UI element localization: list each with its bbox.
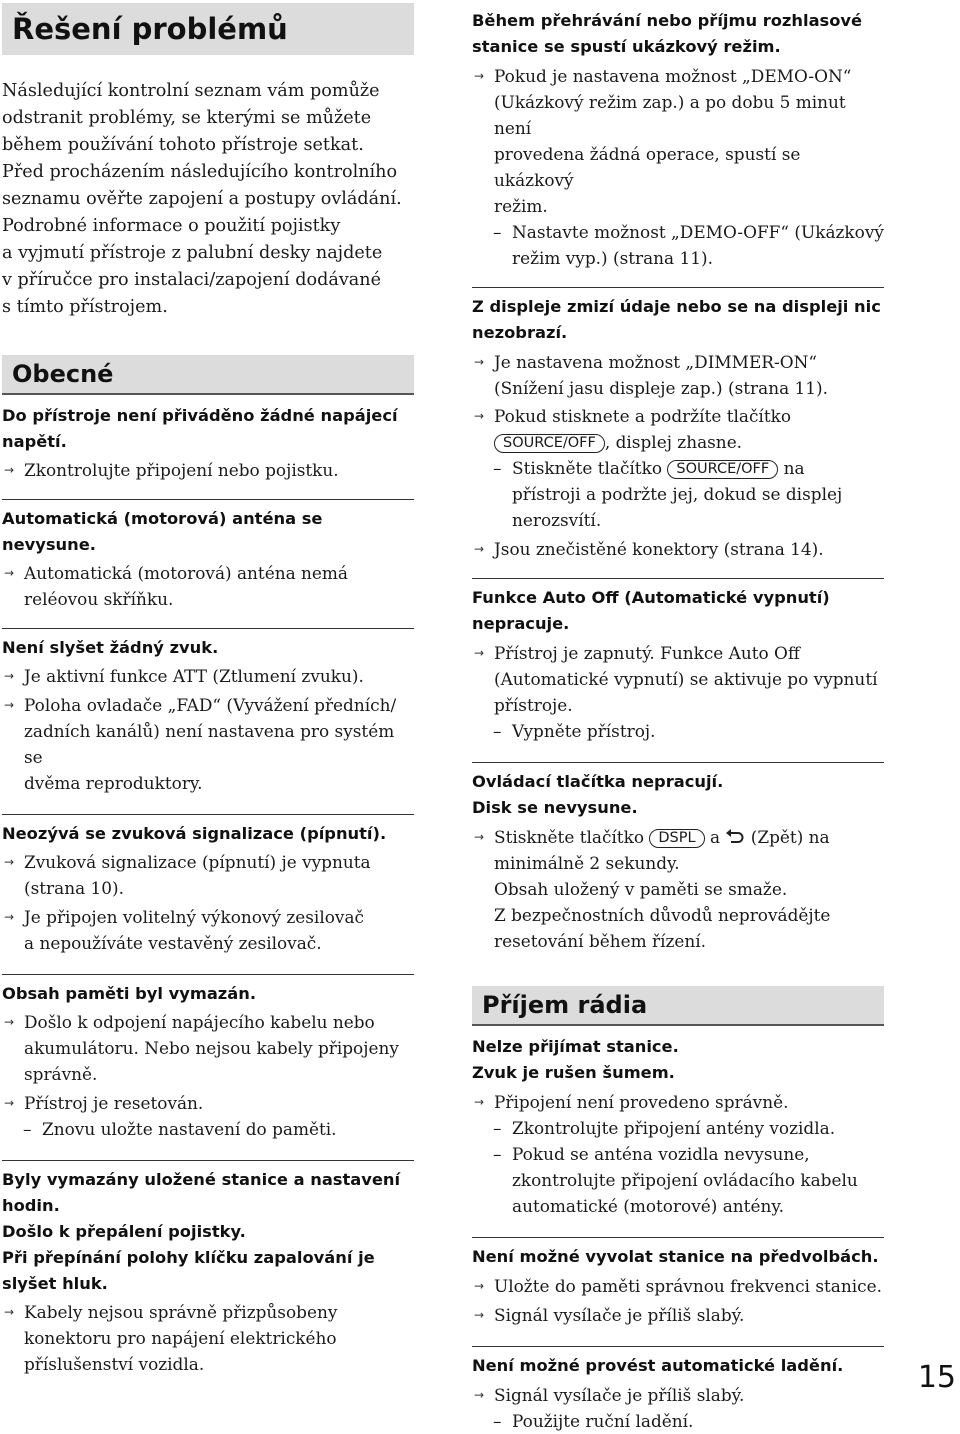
- dash-glyph: –: [493, 721, 502, 741]
- arrow-icon: →: [474, 646, 485, 660]
- arrow-icon: →: [4, 910, 15, 924]
- arrow-icon: →: [4, 855, 15, 869]
- arrow-icon: →: [4, 1096, 15, 1110]
- cause-item: → Stiskněte tlačítko DSPL a (Zpět) na minimálně 2 sekundy.: [472, 824, 884, 876]
- arrow-icon: →: [474, 355, 485, 369]
- intro-line: v příručce pro instalaci/zapojení dodávané: [2, 270, 382, 290]
- problem-heading: Není možné vyvolat stanice na předvolbách.: [472, 1247, 879, 1266]
- problem-heading: Neozývá se zvuková signalizace (pípnutí).: [2, 824, 387, 843]
- problem-no-beep: [2, 814, 414, 956]
- intro-line: odstranit problémy, se kterými se můžete: [2, 108, 372, 128]
- intro-line: Následující kontrolní seznam vám pomůže: [2, 81, 380, 101]
- cause-item: → Poloha ovladače „FAD“ (Vyvážení předních/ zadních kanálů) není nastavena pro systém se dvěma reproduktory.: [2, 692, 414, 796]
- arrow-icon: →: [474, 1095, 485, 1109]
- cause-item: → Přístroj je zapnutý. Funkce Auto Off (Automatické vypnutí) se aktivuje po vypnutí přístroje.: [472, 640, 884, 718]
- problem-stations-erased: [2, 1160, 414, 1377]
- note-text: Obsah uložený v paměti se smaže. Z bezpečnostních důvodů neprovádějte resetování během řízení.: [494, 879, 831, 951]
- arrow-icon: →: [4, 566, 15, 580]
- intro-line: během používání tohoto přístroje setkat.: [2, 135, 364, 155]
- problem-no-power: [2, 403, 414, 483]
- section-heading-general: Obecné: [2, 355, 414, 395]
- dash-glyph: –: [493, 458, 502, 478]
- problem-memory-erased: [2, 974, 414, 1142]
- cause-item: → Je nastavena možnost „DIMMER-ON“ (Snížení jasu displeje zap.) (strana 11).: [472, 349, 884, 401]
- arrow-icon: →: [4, 1305, 15, 1319]
- arrow-icon: →: [474, 69, 485, 83]
- cause-item: → Došlo k odpojení napájecího kabelu nebo akumulátoru. Nebo nejsou kabely připojeny správně.: [2, 1009, 414, 1087]
- remedy-item: – Pokud se anténa vozidla nevysune, zkontrolujte připojení ovládacího kabelu automatické (motorové) antény.: [472, 1141, 884, 1219]
- source-off-key: SOURCE/OFF: [494, 434, 605, 453]
- problem-heading: Obsah paměti byl vymazán.: [2, 984, 257, 1003]
- problem-auto-tuning: [472, 1346, 884, 1434]
- arrow-icon: →: [4, 669, 15, 683]
- cause-item: → Zkontrolujte připojení nebo pojistku.: [2, 457, 414, 483]
- problem-presets: [472, 1237, 884, 1328]
- cause-item: → Je připojen volitelný výkonový zesilovač a nepoužíváte vestavěný zesilovač.: [2, 904, 414, 956]
- arrow-icon: →: [4, 698, 15, 712]
- cause-item: → Pokud stisknete a podržíte tlačítko SOURCE/OFF , displej zhasne.: [472, 403, 884, 455]
- problem-heading: Není možné provést automatické ladění.: [472, 1356, 844, 1375]
- problem-heading: Nelze přijímat stanice. Zvuk je rušen šumem.: [472, 1037, 679, 1082]
- dash-glyph: –: [493, 1411, 502, 1431]
- arrow-icon: →: [4, 1015, 15, 1029]
- intro-line: seznamu ověřte zapojení a postupy ovládání.: [2, 189, 402, 209]
- intro-line: s tímto přístrojem.: [2, 297, 168, 317]
- source-off-key: SOURCE/OFF: [667, 460, 778, 479]
- cause-item: → Je aktivní funkce ATT (Ztlumení zvuku).: [2, 663, 414, 689]
- problem-heading: Byly vymazány uložené stanice a nastavení hodin. Došlo k přepálení pojistky. Při přepínání polohy klíčku zapalování je slyšet hluk.: [2, 1170, 401, 1293]
- intro-paragraph: [2, 78, 414, 321]
- dash-glyph: –: [493, 1118, 502, 1138]
- dash-glyph: –: [493, 222, 502, 242]
- problem-demo-mode: [472, 8, 884, 271]
- problem-display-blank: [472, 287, 884, 562]
- right-column: [472, 0, 884, 1434]
- arrow-icon: →: [4, 463, 15, 477]
- dspl-key: DSPL: [649, 829, 704, 848]
- remedy-item: – Vypněte přístroj.: [472, 718, 884, 744]
- problem-heading: Funkce Auto Off (Automatické vypnutí) nepracuje.: [472, 588, 830, 633]
- arrow-icon: →: [474, 1279, 485, 1293]
- problem-heading: Do přístroje není přiváděno žádné napájecí napětí.: [2, 406, 398, 451]
- problem-buttons-not-working: [472, 762, 884, 954]
- cause-item: → Připojení není provedeno správně.: [472, 1089, 884, 1115]
- intro-line: Podrobné informace o použití pojistky: [2, 216, 341, 236]
- cause-item: → Uložte do paměti správnou frekvenci stanice.: [472, 1273, 884, 1299]
- dash-glyph: –: [23, 1119, 32, 1139]
- section-heading-radio: Příjem rádia: [472, 986, 884, 1026]
- problem-heading: Z displeje zmizí údaje nebo se na displeji nic nezobrazí.: [472, 297, 881, 342]
- cause-item: → Kabely nejsou správně přizpůsobeny konektoru pro napájení elektrického příslušenství vozidla.: [2, 1299, 414, 1377]
- arrow-icon: →: [474, 1308, 485, 1322]
- arrow-icon: →: [474, 1388, 485, 1402]
- cause-item: → Pokud je nastavena možnost „DEMO-ON“ (Ukázkový režim zap.) a po dobu 5 minut není provedena žádná operace, spustí se ukázkový režim.: [472, 63, 884, 219]
- intro-line: Před procházením následujícího kontrolního: [2, 162, 398, 182]
- remedy-item: – Použijte ruční ladění.: [472, 1408, 884, 1434]
- problem-no-sound: [2, 628, 414, 796]
- problem-no-stations: [472, 1034, 884, 1219]
- arrow-icon: →: [474, 542, 485, 556]
- remedy-item: – Znovu uložte nastavení do paměti.: [2, 1116, 414, 1142]
- remedy-item: – Nastavte možnost „DEMO-OFF“ (Ukázkový režim vyp.) (strana 11).: [472, 219, 884, 271]
- remedy-item: – Zkontrolujte připojení antény vozidla.: [472, 1115, 884, 1141]
- left-column: [2, 0, 414, 1377]
- problem-heading: Ovládací tlačítka nepracují. Disk se nevysune.: [472, 772, 724, 817]
- back-icon: [725, 828, 745, 846]
- dash-glyph: –: [493, 1144, 502, 1164]
- cause-item: → Signál vysílače je příliš slabý.: [472, 1302, 884, 1328]
- problem-auto-off: [472, 578, 884, 744]
- problem-antenna: [2, 499, 414, 612]
- problem-heading: Automatická (motorová) anténa se nevysune.: [2, 509, 323, 554]
- problem-heading: Během přehrávání nebo příjmu rozhlasové stanice se spustí ukázkový režim.: [472, 11, 863, 56]
- page-title: Řešení problémů: [2, 3, 414, 55]
- arrow-icon: →: [474, 409, 485, 423]
- cause-item: → Jsou znečistěné konektory (strana 14).: [472, 536, 884, 562]
- intro-line: a vyjmutí přístroje z palubní desky najdete: [2, 243, 383, 263]
- cause-item: → Zvuková signalizace (pípnutí) je vypnuta (strana 10).: [2, 849, 414, 901]
- problem-heading: Není slyšet žádný zvuk.: [2, 638, 219, 657]
- remedy-item: – Stiskněte tlačítko SOURCE/OFF na přístroji a podržte jej, dokud se displej nerozsvítí.: [472, 455, 884, 533]
- cause-item: → Automatická (motorová) anténa nemá reléovou skříňku.: [2, 560, 414, 612]
- page-number: 15: [917, 1360, 956, 1395]
- arrow-icon: →: [474, 830, 485, 844]
- cause-item: → Přístroj je resetován.: [2, 1090, 414, 1116]
- cause-item: → Signál vysílače je příliš slabý.: [472, 1382, 884, 1408]
